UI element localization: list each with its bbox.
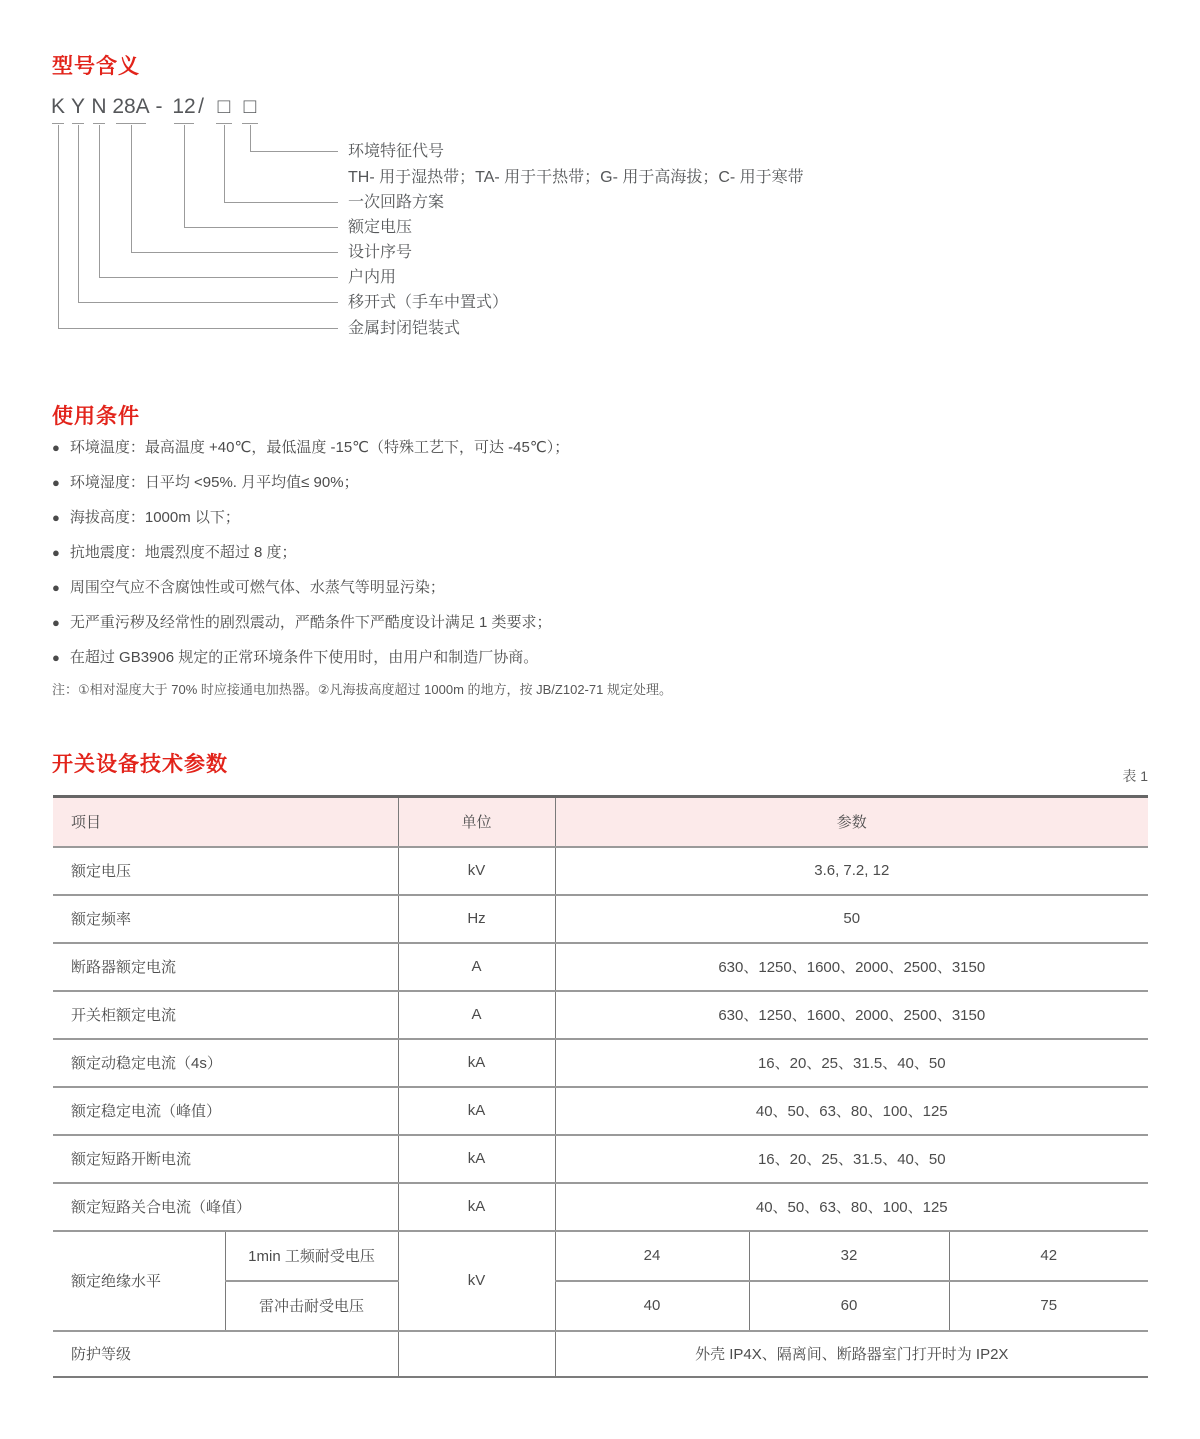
protection-row: [53, 1331, 1148, 1377]
protection-label: 防护等级: [53, 1331, 398, 1377]
bullet-dot-icon: ●: [52, 545, 60, 560]
diagram-label-serial: 设计序号: [348, 244, 413, 261]
insulation-value: 24: [555, 1231, 749, 1281]
model-code-part-y: Y: [70, 95, 86, 118]
row-unit: kA: [398, 1039, 555, 1087]
bullet-text: 环境湿度：日平均 <95%. 月平均值≤ 90%；: [69, 474, 359, 491]
row-value: 40、50、63、80、100、125: [555, 1087, 1148, 1135]
protection-value: 外壳 IP4X、隔离间、断路器室门打开时为 IP2X: [555, 1331, 1148, 1377]
usage-bullet-list: [52, 438, 569, 683]
table-row: [53, 943, 1148, 991]
row-label: 额定短路关合电流（峰值）: [53, 1183, 398, 1231]
diagram-label-withdrawable: 移开式（手车中置式）: [348, 294, 509, 311]
row-unit: A: [398, 943, 555, 991]
tech-params-table: [53, 795, 1148, 1378]
bullet-dot-icon: ●: [52, 475, 60, 490]
diagram-connector-metalclad: [58, 125, 338, 329]
row-label: 开关柜额定电流: [53, 991, 398, 1039]
header-unit: 单位: [398, 797, 555, 847]
table-row: [53, 847, 1148, 895]
row-unit: A: [398, 991, 555, 1039]
bullet-dot-icon: ●: [52, 440, 60, 455]
bullet-text: 周围空气应不含腐蚀性或可燃气体、水蒸气等明显污染；: [69, 579, 445, 596]
diagram-label-voltage: 额定电压: [348, 219, 413, 236]
diagram-cap: [116, 123, 146, 124]
usage-bullet-item: [52, 473, 569, 493]
insulation-unit: kV: [398, 1231, 555, 1331]
model-code-part-slash: /: [198, 95, 204, 118]
header-param: 参数: [555, 797, 1148, 847]
table-row: [53, 991, 1148, 1039]
row-unit: kA: [398, 1183, 555, 1231]
insulation-value: 42: [949, 1231, 1148, 1281]
bullet-text: 海拔高度：1000m 以下；: [69, 509, 240, 526]
model-code-box1-icon: □: [217, 95, 231, 118]
section-title-tech-params: 开关设备技术参数: [52, 753, 228, 776]
diagram-label-env-code: 环境特征代号: [348, 143, 445, 160]
table-row: [53, 895, 1148, 943]
table-row: [53, 1183, 1148, 1231]
row-value: 3.6, 7.2, 12: [555, 847, 1148, 895]
diagram-label-env-detail: TH- 用于湿热带；TA- 用于干热带；G- 用于高海拔；C- 用于寒带: [348, 169, 804, 186]
model-code-part-28a: 28A: [112, 95, 150, 118]
table-number-tag: 表 1: [1122, 768, 1148, 784]
diagram-cap: [93, 123, 105, 124]
bullet-text: 抗地震度：地震烈度不超过 8 度；: [69, 544, 297, 561]
bullet-dot-icon: ●: [52, 650, 60, 665]
table-row: [53, 1135, 1148, 1183]
insulation-sub-label: 雷冲击耐受电压: [225, 1281, 398, 1331]
section-title-usage-conditions: 使用条件: [52, 405, 140, 428]
bullet-text: 环境温度：最高温度 +40℃，最低温度 -15℃（特殊工艺下，可达 -45℃）；: [69, 439, 570, 456]
row-value: 40、50、63、80、100、125: [555, 1183, 1148, 1231]
section-title-model-meaning: 型号含义: [52, 55, 140, 78]
insulation-value: 40: [555, 1281, 749, 1331]
insulation-label: 额定绝缘水平: [53, 1231, 225, 1331]
row-label: 额定稳定电流（峰值）: [53, 1087, 398, 1135]
usage-bullet-item: [52, 508, 569, 528]
row-value: 16、20、25、31.5、40、50: [555, 1039, 1148, 1087]
diagram-label-metal-clad: 金属封闭铠装式: [348, 320, 461, 337]
bullet-dot-icon: ●: [52, 580, 60, 595]
diagram-label-primary: 一次回路方案: [348, 194, 445, 211]
bullet-text: 在超过 GB3906 规定的正常环境条件下使用时，由用户和制造厂协商。: [69, 649, 539, 666]
usage-note: 注：①相对湿度大于 70% 时应接通电加热器。②凡海拔高度超过 1000m 的地方，按 JB/Z102-71 规定处理。: [52, 682, 672, 697]
header-item: 项目: [53, 797, 398, 847]
usage-bullet-item: [52, 613, 569, 633]
row-label: 额定短路开断电流: [53, 1135, 398, 1183]
diagram-cap: [72, 123, 84, 124]
table-header-row: [53, 797, 1148, 847]
row-label: 额定频率: [53, 895, 398, 943]
table-row: [53, 1039, 1148, 1087]
row-unit: kA: [398, 1087, 555, 1135]
model-code-part-n: N: [91, 95, 107, 118]
insulation-value: 32: [749, 1231, 949, 1281]
insulation-value: 60: [749, 1281, 949, 1331]
usage-bullet-item: [52, 648, 569, 668]
diagram-cap: [52, 123, 64, 124]
model-code-part-12: 12: [172, 95, 196, 118]
usage-bullet-item: [52, 543, 569, 563]
row-value: 630、1250、1600、2000、2500、3150: [555, 991, 1148, 1039]
model-code-part-k: K: [50, 95, 66, 118]
row-label: 额定电压: [53, 847, 398, 895]
usage-bullet-item: [52, 578, 569, 598]
bullet-text: 无严重污秽及经常性的剧烈震动，严酷条件下严酷度设计满足 1 类要求；: [69, 614, 552, 631]
row-unit: kV: [398, 847, 555, 895]
insulation-sub-label: 1min 工频耐受电压: [225, 1231, 398, 1281]
insulation-value: 75: [949, 1281, 1148, 1331]
usage-bullet-item: [52, 438, 569, 458]
row-label: 额定动稳定电流（4s）: [53, 1039, 398, 1087]
protection-unit: [398, 1331, 555, 1377]
diagram-cap: [216, 123, 232, 124]
row-value: 16、20、25、31.5、40、50: [555, 1135, 1148, 1183]
bullet-dot-icon: ●: [52, 510, 60, 525]
model-code-box2-icon: □: [243, 95, 257, 118]
row-label: 断路器额定电流: [53, 943, 398, 991]
diagram-cap: [174, 123, 194, 124]
insulation-row-1: [53, 1231, 1148, 1281]
model-code-part-dash: -: [155, 95, 163, 118]
bullet-dot-icon: ●: [52, 615, 60, 630]
row-value: 50: [555, 895, 1148, 943]
table-row: [53, 1087, 1148, 1135]
row-unit: Hz: [398, 895, 555, 943]
row-unit: kA: [398, 1135, 555, 1183]
diagram-cap: [242, 123, 258, 124]
row-value: 630、1250、1600、2000、2500、3150: [555, 943, 1148, 991]
diagram-label-indoor: 户内用: [348, 269, 397, 286]
